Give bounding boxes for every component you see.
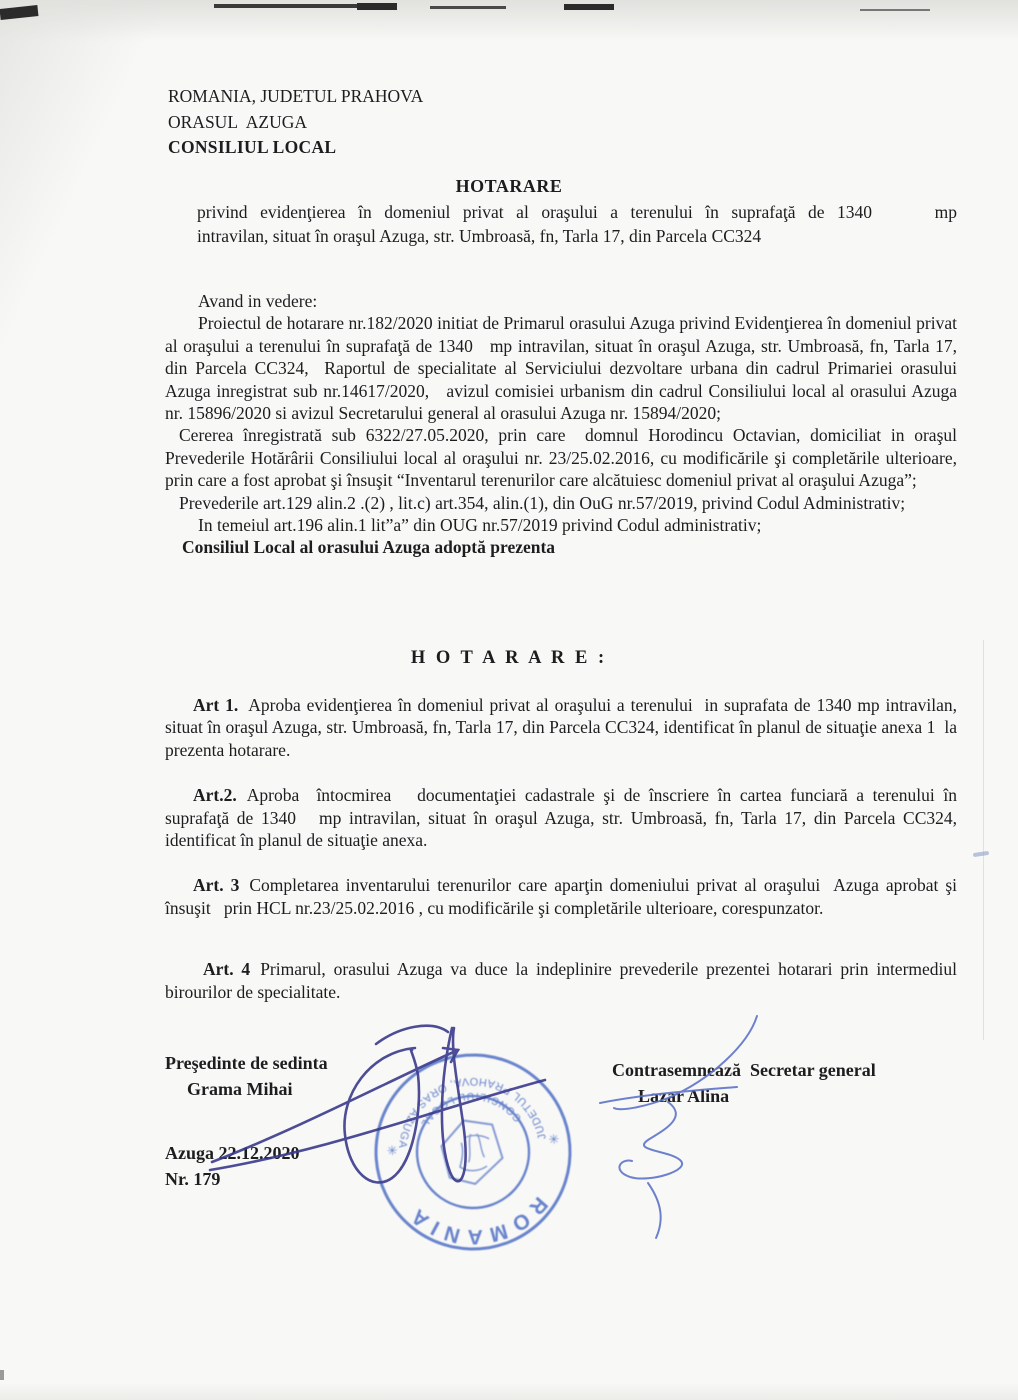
stamp-country-text: ROMANIA [402, 1192, 552, 1249]
stamp-star-left-icon: ✳ [547, 1130, 560, 1147]
article-1 [165, 694, 957, 761]
secretary-signature [600, 1016, 757, 1238]
article-3-text: Completarea inventarului terenurilor care aparţin domeniului privat al oraşului Azuga aprobat şi însuşit prin HCL nr.23/25.02.2016 , cu modificările şi completările ulterioare, corespunzator. [165, 875, 958, 918]
document-title: HOTARARE [455, 176, 563, 196]
subtitle-line-1: privind evidenţierea în domeniul privat al oraşului a terenului în suprafaţă de 1340 mp [197, 202, 957, 222]
preamble-intro: Avand in vedere: [198, 291, 318, 311]
ink-smudge [973, 851, 989, 857]
stamp-council-ring-text: CONSILIUL LOCAL [417, 1089, 525, 1131]
signatures-overlay [150, 990, 790, 1252]
articles-section [165, 694, 957, 1026]
decision-heading: H O T A R A R E : [410, 648, 608, 668]
header-city-line: ORASUL AZUGA [168, 111, 308, 132]
secretary-role: Contrasemnează Secretar general [612, 1060, 876, 1080]
article-2 [165, 784, 957, 851]
preamble-adoption-line: Consiliul Local al orasului Azuga adoptă prezenta [182, 537, 556, 558]
president-signature [210, 1026, 545, 1183]
article-2-label: Art.2. [193, 785, 237, 806]
preamble-paragraph: In temeiul art.196 alin.1 lit”a” din OUG nr.57/2019 privind Codul administrativ; [198, 515, 762, 536]
scan-artifact [357, 3, 397, 10]
scan-artifact [0, 1370, 4, 1380]
subtitle-line-2: intravilan, situat în oraşul Azuga, str. Umbroasă, fn, Tarla 17, din Parcela CC324 [197, 225, 762, 246]
president-name: Grama Mihai [187, 1079, 293, 1099]
article-4-label: Art. 4 [203, 959, 251, 980]
president-role: Preşedinte de sedinta [165, 1053, 328, 1073]
article-3-label: Art. 3 [193, 875, 240, 896]
scan-artifact [214, 4, 374, 8]
article-2-text: Aproba întocmirea documentaţiei cadastrale şi de înscriere în cartea funciară a terenului în suprafaţă de 1340 mp intravilan, situat în oraşul Azuga, str. Umbroasă, fn, Tarla 17, din Parcela CC324, identificat în planul de situaţie anexa. [165, 785, 957, 851]
scan-artifact [0, 5, 38, 20]
article-1-text: Aproba evidenţierea în domeniul privat al oraşului a terenului in suprafata de 1340 mp intravilan, situat în oraşul Azuga, str. Umbroasă, fn, Tarla 17, din Parcela CC324, identificat în planul de situaţie anexa 1 la prezenta hotarare. [165, 695, 957, 760]
preamble-section [165, 290, 957, 559]
scan-artifact [860, 9, 930, 11]
stamp-star-right-icon: ✳ [386, 1142, 399, 1158]
preamble-paragraph: Proiectul de hotarare nr.182/2020 initiat de Primarul orasului Azuga privind Evidenţierea în domeniul privat al oraşului a terenului în suprafaţă de 1340 mp intravilan, situat în oraşul Azuga, str. Umbroasă, fn, Tarla 17, din Parcela CC324, Raportul de specialitate al Serviciului dezvoltare urbana din cadrul Primariei orasului Azuga inregistrat sub nr.14617/2020, avizul comisiei urbanism din cadrul Consiliului local al orasului Azuga nr. 15896/2020 si avizul Secretarului general al orasului Azuga nr. 15894/2020; [165, 313, 957, 424]
preamble-paragraph: Prevederile art.129 alin.2 .(2) , lit.c) art.354, alin.(1), din OuG nr.57/2019, privind Codul Administrativ; [179, 492, 906, 513]
header-council-line: CONSILIUL LOCAL [168, 137, 337, 157]
article-4-text: Primarul, orasului Azuga va duce la indeplinire prevederile prezentei hotarari prin intermediul birourilor de specialitate. [165, 959, 958, 1002]
scan-artifact [564, 4, 614, 10]
preamble-paragraph: Cererea înregistrată sub 6322/27.05.2020, prin care domnul Horodincu Octavian, domiciliat in oraşul Prevederile Hotărârii Consiliului local al oraşului nr. 23/25.02.2016, cu modificările şi completările ulterioare, prin care a fost aprobat şi însuşit “Inventarul terenurilor care alcătuiesc domeniul privat al oraşului Azuga”; [165, 425, 957, 491]
document-subtitle [197, 201, 957, 248]
paper-fold-line [983, 640, 984, 1040]
document-header [168, 84, 423, 161]
secretary-name: Lazar Alina [638, 1086, 730, 1106]
article-3 [165, 874, 957, 919]
decision-number: Nr. 179 [165, 1169, 221, 1189]
stamp-county-ring-text: JUDETUL PRAHOVA, ORAS AZUGA [395, 1074, 549, 1150]
place-date: Azuga 22.12.2020 [165, 1143, 300, 1163]
scan-artifact [430, 6, 506, 9]
article-1-label: Art 1. [193, 695, 239, 715]
header-country-line: ROMANIA, JUDETUL PRAHOVA [168, 86, 424, 106]
